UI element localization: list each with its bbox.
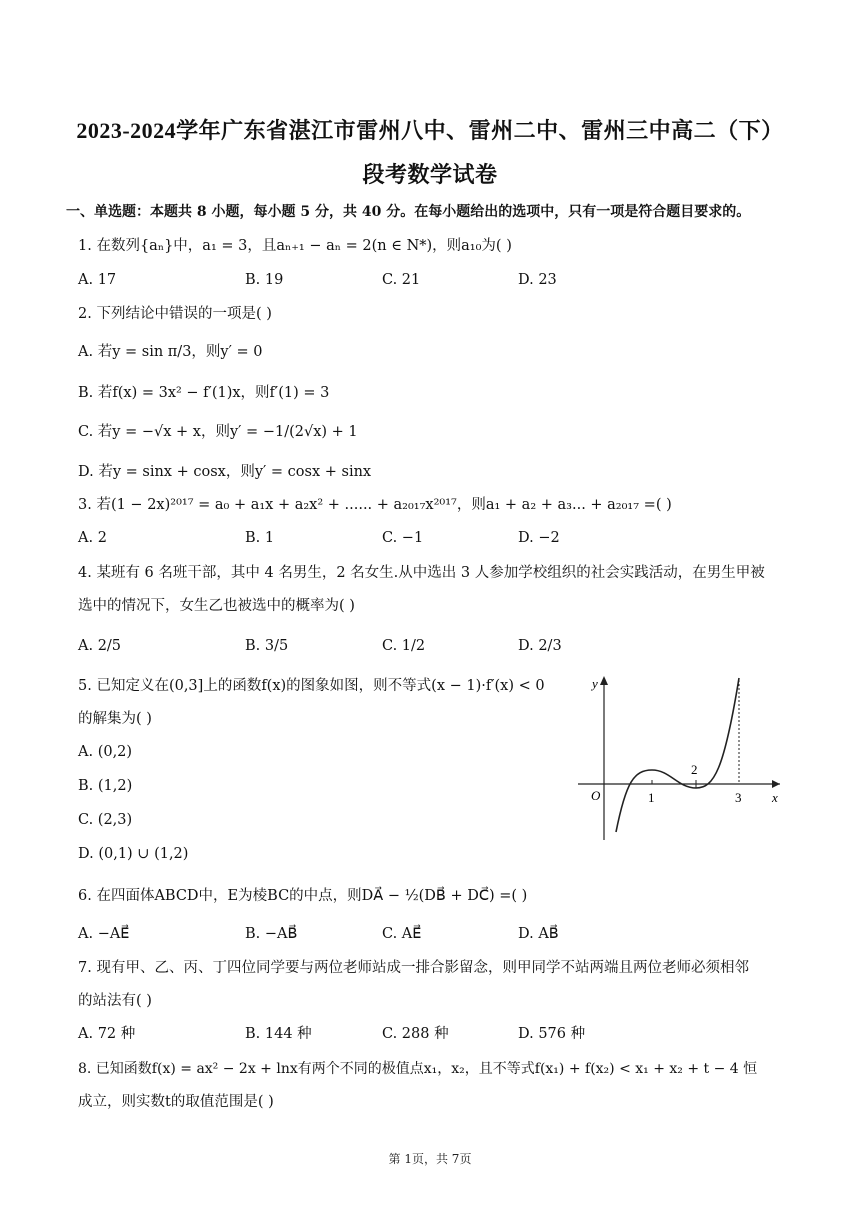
q7-option-d: D. 576 种 [518, 1026, 586, 1042]
y-label: y [592, 676, 598, 691]
q1-option-a: A. 17 [78, 272, 117, 288]
q3-option-d: D. −2 [518, 530, 560, 546]
q5-option-b: B. (1,2) [78, 778, 133, 794]
q7-option-b: B. 144 种 [245, 1026, 312, 1042]
q1-option-b: B. 19 [245, 272, 284, 288]
x-label: x [772, 790, 778, 805]
question-5-stem-line1: 5. 已知定义在(0,3]上的函数f(x)的图象如图，则不等式(x − 1)·f′(x) < 0 [78, 678, 545, 694]
question-5-stem-line2: 的解集为( ) [78, 711, 152, 727]
question-4-stem-line2: 选中的情况下，女生乙也被选中的概率为( ) [78, 598, 355, 614]
question-8-stem-line1: 8. 已知函数f(x) = ax² − 2x + lnx有两个不同的极值点x₁，x₂，且不等式f(x₁) + f(x₂) < x₁ + x₂ + t − 4 恒 [78, 1061, 758, 1077]
tick-label-3: 3 [735, 790, 742, 805]
q6-option-d: D. AB⃗ [518, 926, 559, 942]
q4-option-c: C. 1/2 [382, 638, 426, 654]
question-8-stem-line2: 成立，则实数t的取值范围是( ) [78, 1094, 274, 1110]
q3-option-b: B. 1 [245, 530, 275, 546]
q2-option-d: D. 若y = sinx + cosx，则y′ = cosx + sinx [78, 464, 372, 480]
x-axis-arrow [772, 780, 780, 788]
q3-option-c: C. −1 [382, 530, 424, 546]
question-7-stem-line2: 的站法有( ) [78, 993, 152, 1009]
function-graph [574, 672, 786, 842]
q5-option-c: C. (2,3) [78, 812, 133, 828]
q2-option-a: A. 若y = sin π/3，则y′ = 0 [78, 344, 263, 360]
q2-option-c: C. 若y = −√x + x，则y′ = −1/(2√x) + 1 [78, 424, 358, 440]
question-1-stem: 1. 在数列{aₙ}中，a₁ = 3，且aₙ₊₁ − aₙ = 2(n ∈ N*)，则a₁₀为( ) [78, 238, 512, 254]
q4-option-b: B. 3/5 [245, 638, 289, 654]
q4-option-d: D. 2/3 [518, 638, 562, 654]
q1-option-d: D. 23 [518, 272, 557, 288]
q6-option-a: A. −AE⃗ [78, 926, 130, 942]
function-curve [616, 678, 739, 832]
q4-option-a: A. 2/5 [78, 638, 122, 654]
q2-option-b: B. 若f(x) = 3x² − f′(1)x，则f′(1) = 3 [78, 385, 330, 401]
q6-option-b: B. −AB⃗ [245, 926, 298, 942]
exam-title-line2: 段考数学试卷 [362, 162, 498, 187]
q5-option-a: A. (0,2) [78, 744, 133, 760]
page-footer: 第 1页，共 7页 [388, 1152, 472, 1166]
question-2-stem: 2. 下列结论中错误的一项是( ) [78, 306, 272, 322]
section-heading: 一、单选题：本题共 8 小题，每小题 5 分，共 40 分。在每小题给出的选项中，只有一项是符合题目要求的。 [66, 204, 751, 220]
question-4-stem-line1: 4. 某班有 6 名班干部，其中 4 名男生，2 名女生.从中选出 3 人参加学校组织的社会实践活动，在男生甲被 [78, 565, 765, 581]
tick-label-2: 2 [691, 762, 698, 777]
q7-option-c: C. 288 种 [382, 1026, 449, 1042]
q6-option-c: C. AE⃗ [382, 926, 422, 942]
exam-title-line1: 2023-2024学年广东省湛江市雷州八中、雷州二中、雷州三中高二（下） [76, 118, 784, 143]
q5-option-d: D. (0,1) ∪ (1,2) [78, 846, 189, 862]
q7-option-a: A. 72 种 [78, 1026, 136, 1042]
y-axis-arrow [600, 676, 608, 685]
question-3-stem: 3. 若(1 − 2x)²⁰¹⁷ = a₀ + a₁x + a₂x² + ...... + a₂₀₁₇x²⁰¹⁷，则a₁ + a₂ + a₃... + a₂₀₁₇ =( ) [78, 497, 672, 513]
tick-label-1: 1 [648, 790, 655, 805]
q3-option-a: A. 2 [78, 530, 107, 546]
q1-option-c: C. 21 [382, 272, 421, 288]
question-6-stem: 6. 在四面体ABCD中，E为棱BC的中点，则DA⃗ − ½(DB⃗ + DC⃗) =( ) [78, 888, 528, 904]
origin-label: O [591, 788, 601, 803]
question-7-stem-line1: 7. 现有甲、乙、丙、丁四位同学要与两位老师站成一排合影留念，则甲同学不站两端且两位老师必须相邻 [78, 960, 749, 976]
